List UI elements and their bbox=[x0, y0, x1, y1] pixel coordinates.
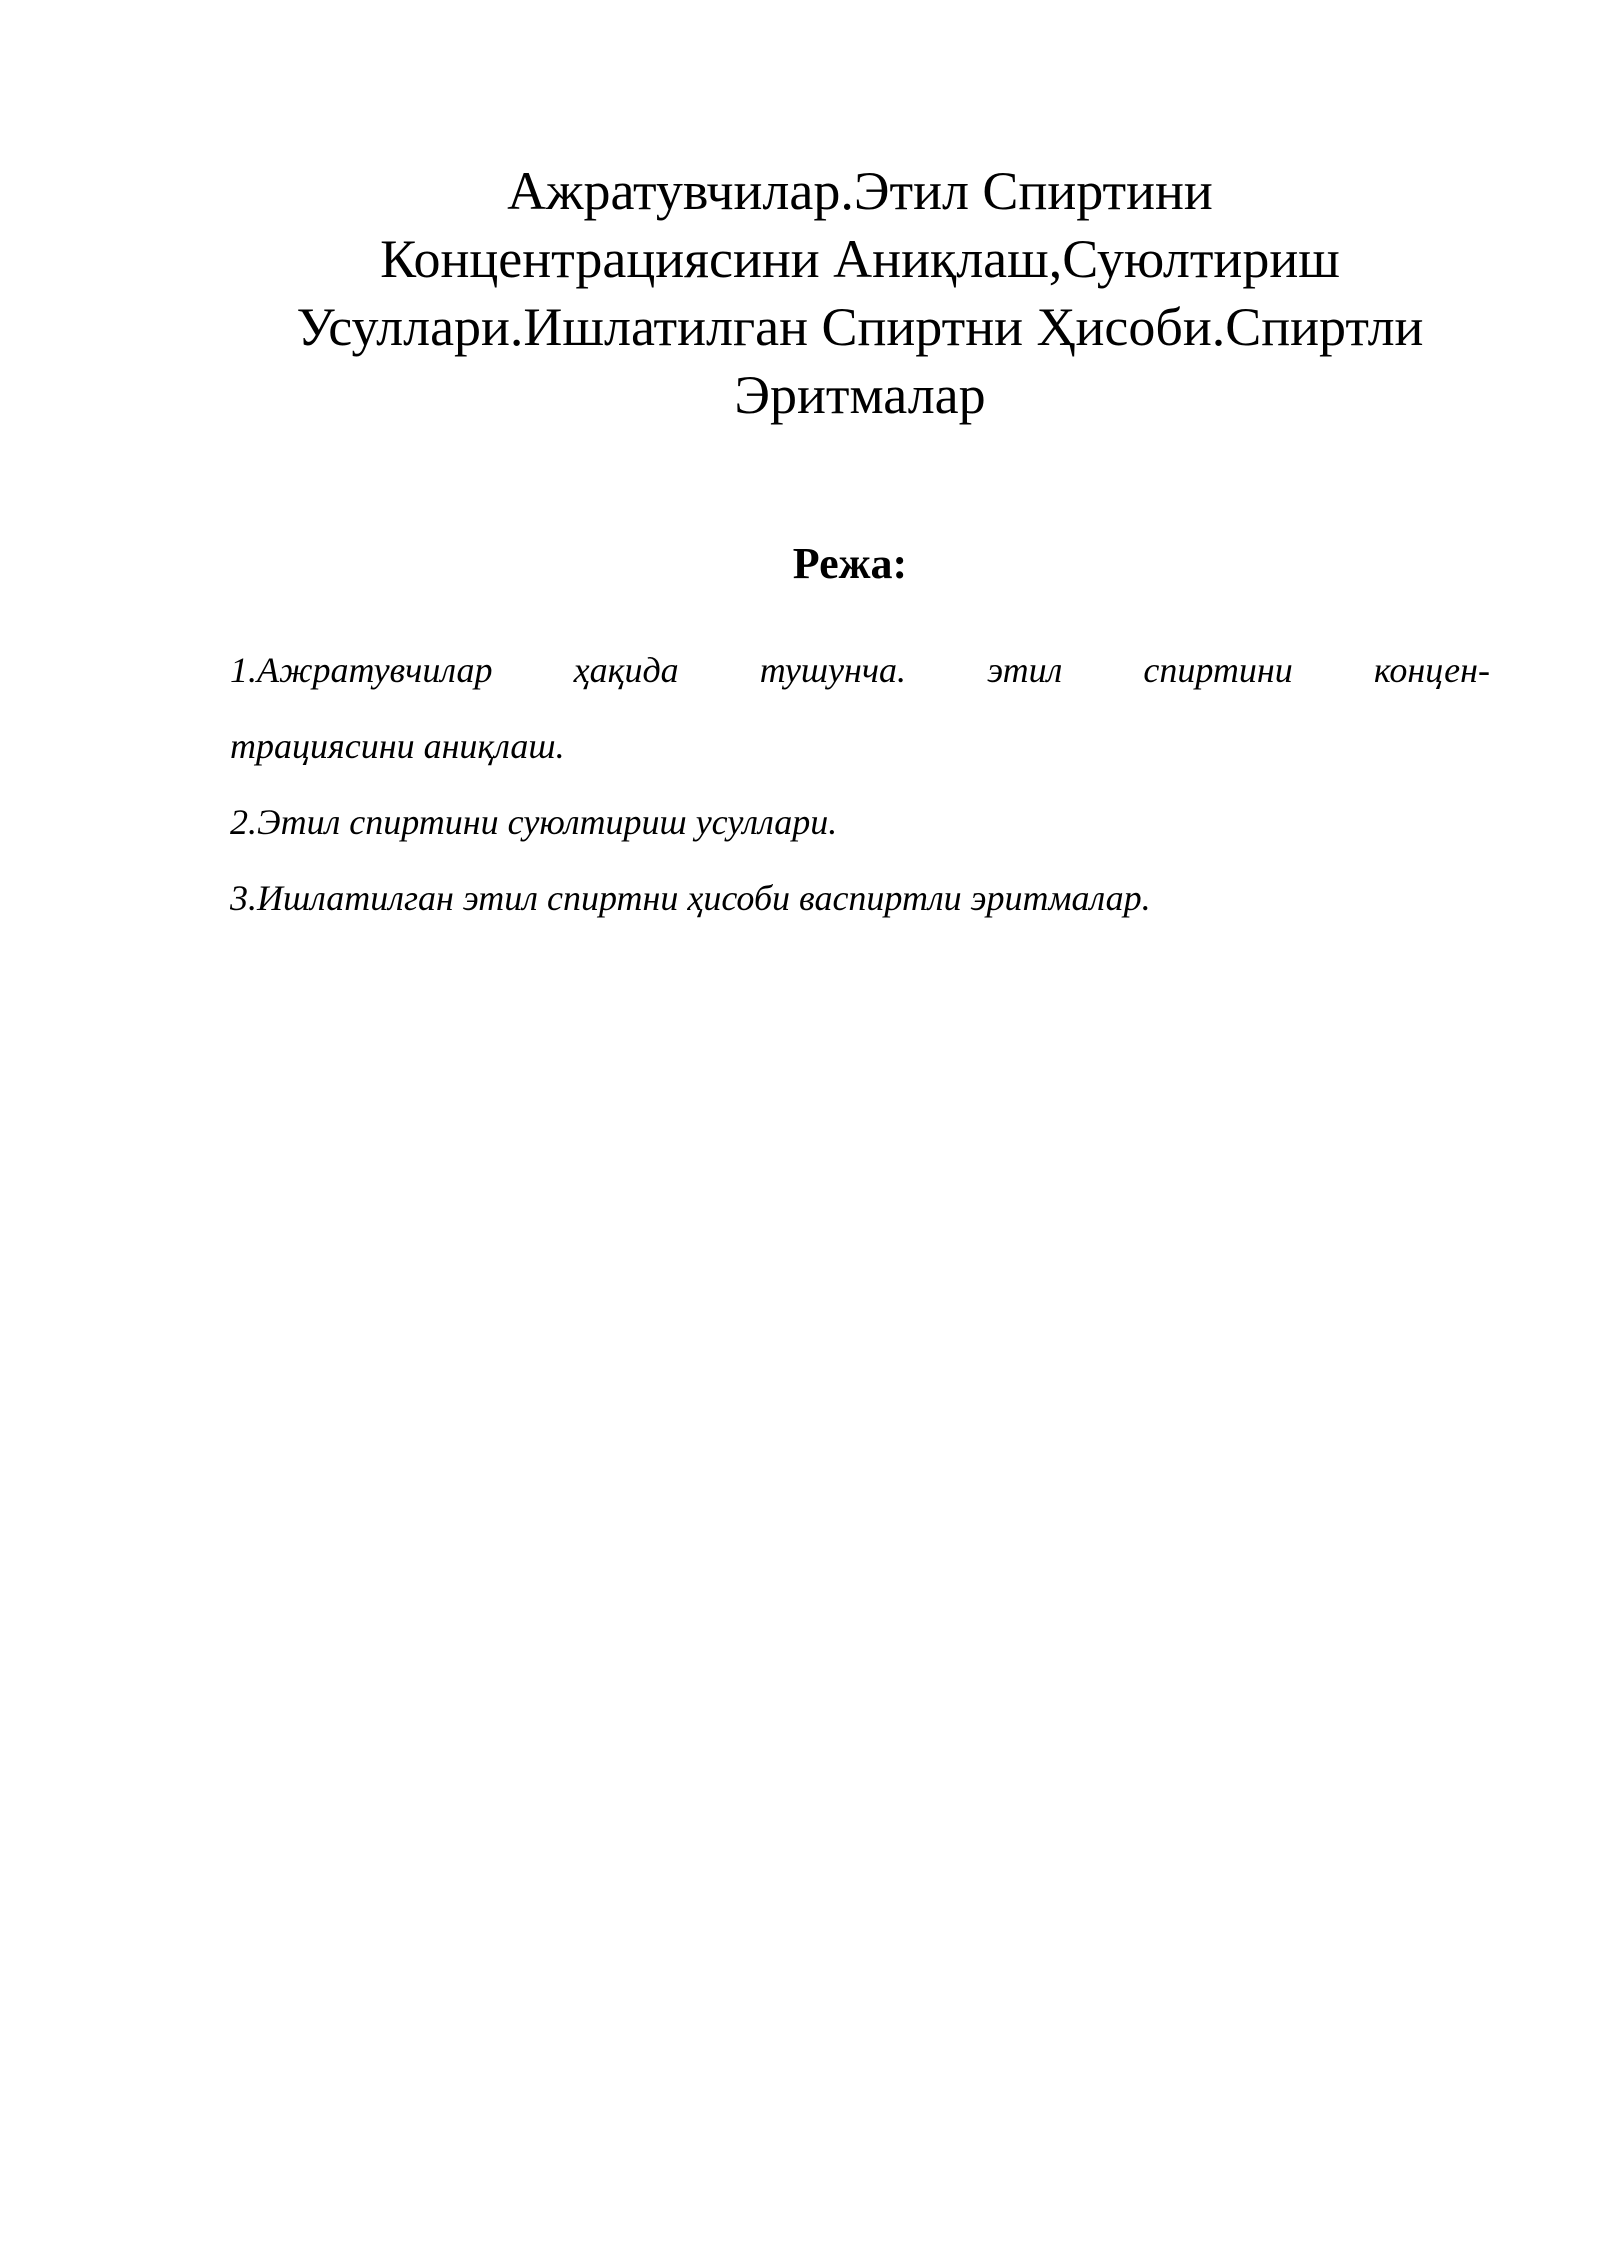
plan-item-1 bbox=[230, 648, 1490, 692]
title-line-4: Эритмалар bbox=[734, 365, 986, 425]
plan-item-1-word: тушунча. bbox=[759, 650, 907, 690]
plan-item-3: 3.Ишлатилган этил спиртни ҳисоби васпиртли эритмалар. bbox=[230, 878, 1151, 918]
document-title bbox=[220, 157, 1500, 429]
plan-item-1-word: ҳақида bbox=[573, 650, 679, 690]
plan-item-1-word: 1.Ажратувчилар bbox=[230, 650, 493, 690]
title-line-1: Ажратувчилар.Этил Спиртини bbox=[507, 161, 1213, 221]
plan-heading: Режа: bbox=[792, 539, 908, 588]
plan-item-1-word: спиртини bbox=[1143, 650, 1293, 690]
plan-item-1-continuation: трациясини аниқлаш. bbox=[230, 726, 565, 766]
plan-item-1-word: этил bbox=[987, 650, 1063, 690]
title-line-2: Концентрациясини Аниқлаш,Суюлтириш bbox=[380, 229, 1340, 289]
plan-item-1-word: концен- bbox=[1373, 650, 1490, 690]
plan-item-2: 2.Этил спиртини суюлтириш усуллари. bbox=[230, 802, 838, 842]
title-line-3: Усуллари.Ишлатилган Спиртни Ҳисоби.Спиртли bbox=[296, 297, 1424, 357]
